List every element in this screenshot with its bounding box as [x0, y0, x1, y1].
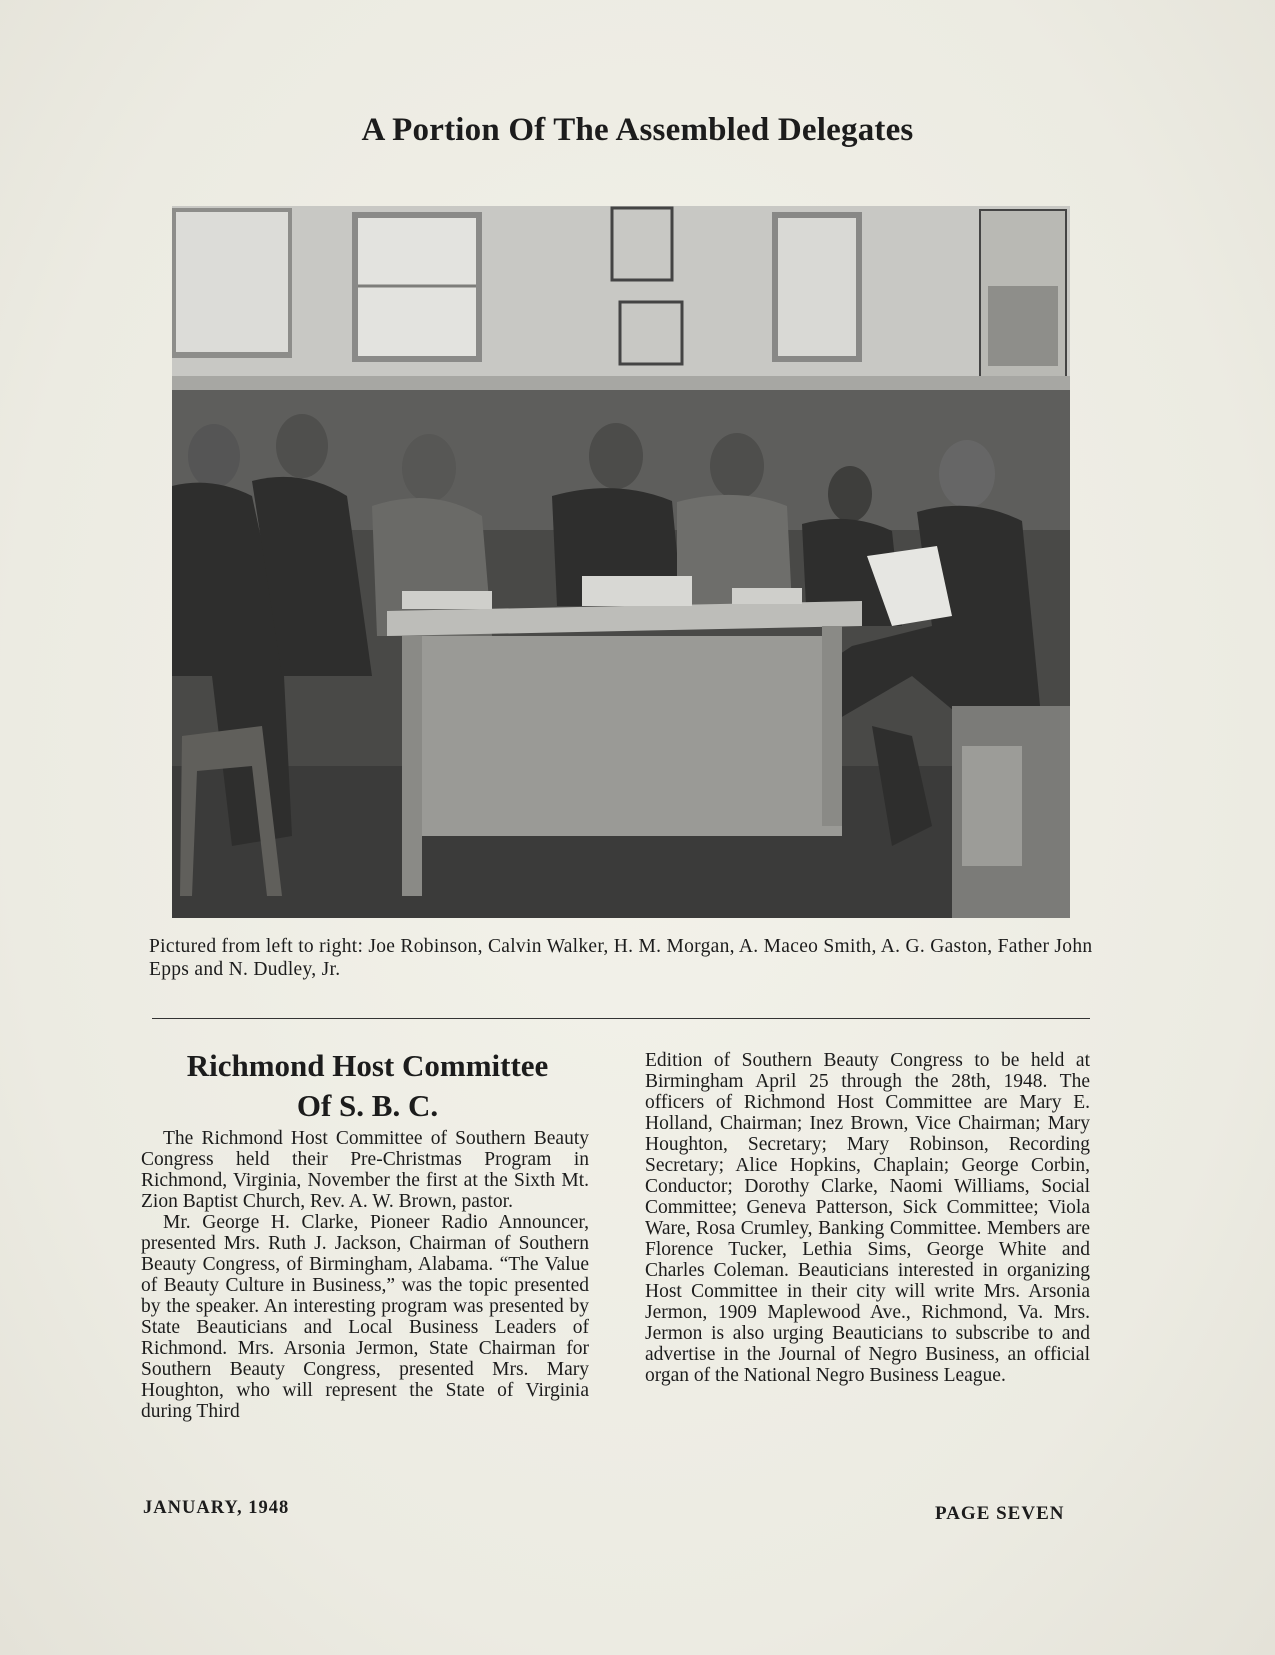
article-paragraph-3: Edition of Southern Beauty Congress to be held at Birmingham April 25 through the 28th, 1948. The officers of Richmond Host Committee are Mary E. Holland, Chairman; Inez Brown, Vice Chairman; Mary Houghton, Secretary; Mary Robinson, Recording Secretary; Alice Hopkins, Chaplain; George Corbin, Conductor; Dorothy Clarke, Naomi Williams, Social Committee; Geneva Patterson, Sick Committee; Viola Ware, Rosa Crumley, Banking Committee. Members are Florence Tucker, Lethia Sims, George White and Charles Coleman. Beauticians interested in organizing Host Committee in their city will write Mrs. Arsonia Jermon, 1909 Maplewood Ave., Richmond, Va. Mrs. Jermon is also urging Beauticians to subscribe to and advertise in the Journal of Negro Business, an official organ of the National Negro Business League.: [645, 1050, 1090, 1386]
article-paragraph-1: The Richmond Host Committee of Southern Beauty Congress held their Pre-Christmas Program in Richmond, Virginia, November the first at the Sixth Mt. Zion Baptist Church, Rev. A. W. Brown, pastor.: [141, 1128, 589, 1212]
article-paragraph-2: Mr. George H. Clarke, Pioneer Radio Announcer, presented Mrs. Ruth J. Jackson, Chairman of Southern Beauty Congress, of Birmingham, Alabama. “The Value of Beauty Culture in Business,” was the topic presented by the speaker. An interesting program was presented by State Beauticians and Local Business Leaders of Richmond. Mrs. Arsonia Jermon, State Chairman for Southern Beauty Congress, presented Mrs. Mary Houghton, who will represent the State of Virginia during Third: [141, 1212, 589, 1422]
article-column-left: [141, 1128, 589, 1422]
article-title: [140, 1046, 595, 1126]
article-title-line-2: Of S. B. C.: [296, 1088, 439, 1123]
article-title-line-1: Richmond Host Committee: [186, 1048, 549, 1083]
article-column-right: [645, 1050, 1090, 1386]
page-number: PAGE SEVEN: [935, 1503, 1065, 1524]
issue-date: JANUARY, 1948: [143, 1498, 290, 1518]
page-title: A Portion Of The Assembled Delegates: [361, 112, 914, 148]
section-divider: [152, 1018, 1090, 1019]
delegates-photo: [172, 206, 1070, 918]
photo-caption: Pictured from left to right: Joe Robinson, Calvin Walker, H. M. Morgan, A. Maceo Smith, A. G. Gaston, Father John Epps and N. Dudley, Jr.: [149, 936, 1093, 980]
